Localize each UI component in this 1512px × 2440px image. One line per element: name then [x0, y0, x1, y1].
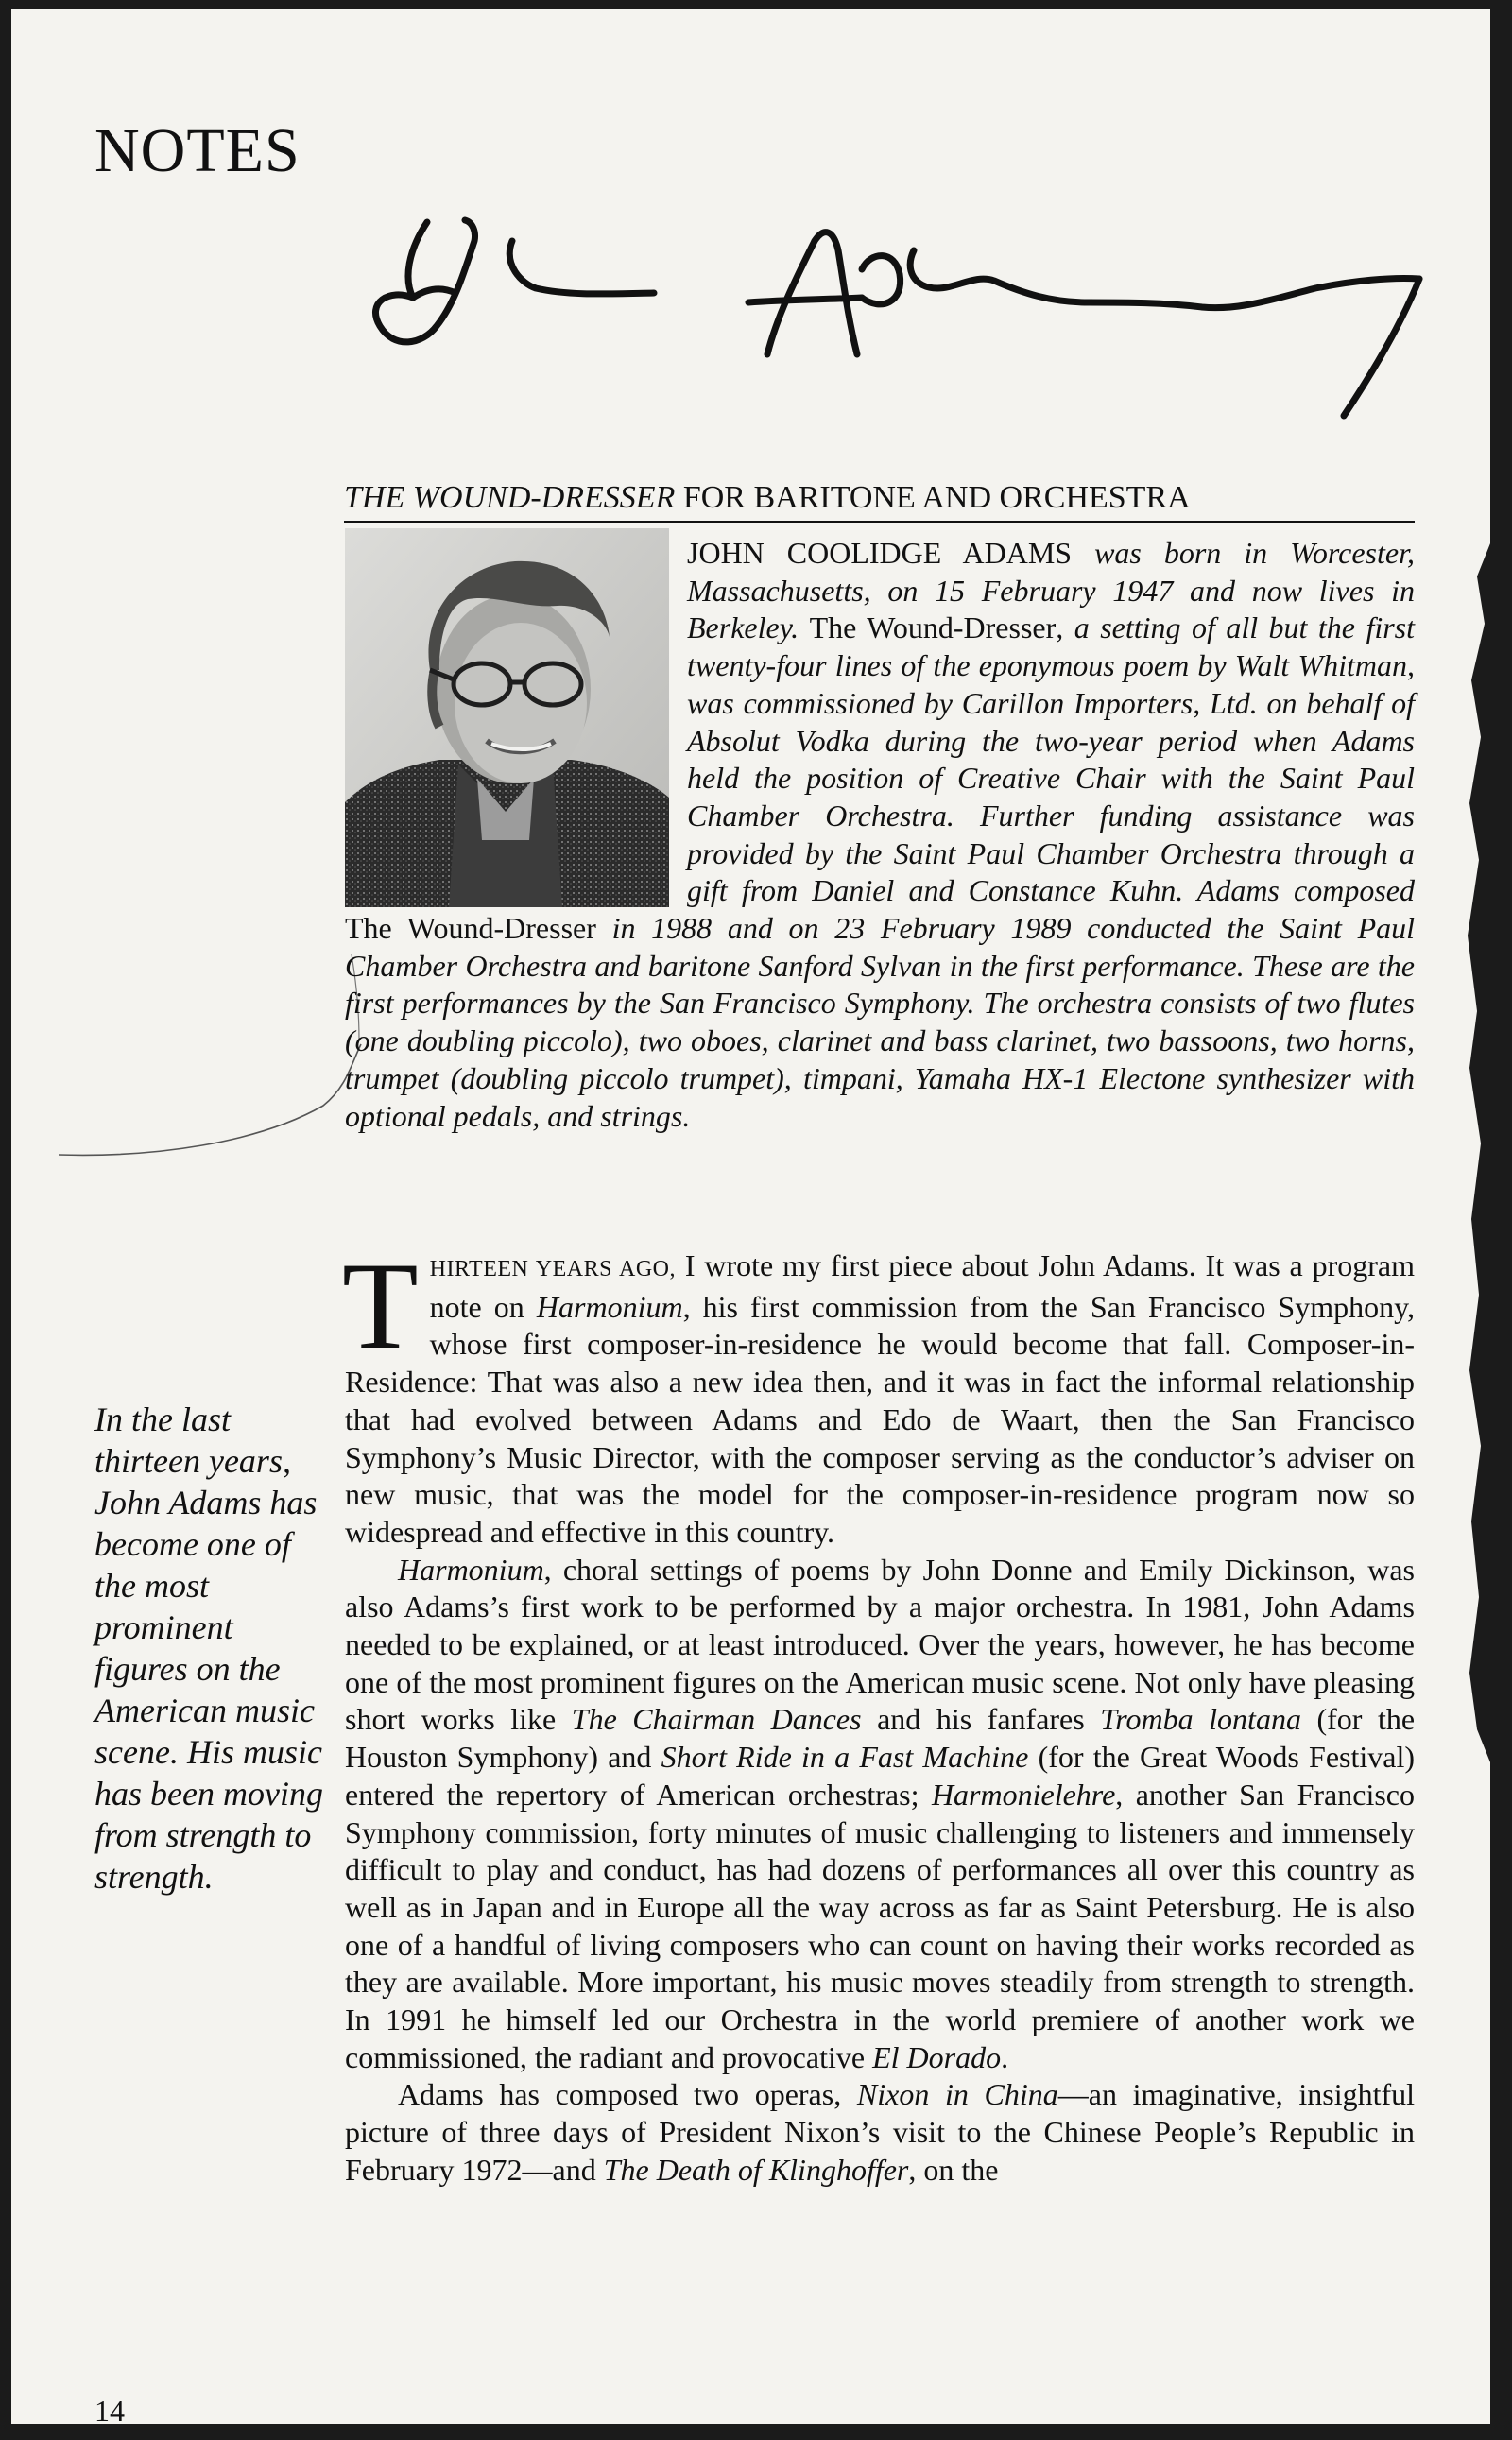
- article-paragraph-2: [345, 1552, 1415, 2077]
- p3-text-c: , on the: [908, 2152, 999, 2187]
- article-body: [342, 1236, 1416, 2190]
- p2-text-b: and his fanfares: [861, 1702, 1101, 1737]
- small-caps-lead: HIRTEEN YEARS AGO,: [429, 1257, 677, 1281]
- p2-work-title-1: Harmonium: [398, 1552, 544, 1587]
- bio-composer-name: JOHN COOLIDGE ADAMS: [687, 536, 1073, 570]
- drop-cap: T: [342, 1236, 419, 1375]
- p3-text-b: —an imaginative, insightful picture of three days of President Nixon’s visit to the Chinese People’s Republic in February 1972—and: [345, 2077, 1416, 2187]
- article-paragraph-1: [342, 1236, 1416, 1552]
- p2-text-c: (for the Houston Symphony) and: [345, 1702, 1416, 1775]
- page-number: 14: [94, 2394, 125, 2428]
- piece-title-rest: FOR BARITONE AND ORCHESTRA: [675, 480, 1191, 515]
- p2-work-title-5: Harmonielehre: [931, 1777, 1116, 1812]
- bio-text-1: was born in Worcester, Massachusetts, on 15 February 1947 and now lives in Berkeley.: [687, 536, 1416, 645]
- torn-edge: [1464, 539, 1492, 1767]
- p2-text-f: .: [1001, 2039, 1009, 2074]
- p2-work-title-2: The Chairman Dances: [571, 1702, 862, 1737]
- article-paragraph-3: [345, 2076, 1415, 2189]
- p2-text-d: (for the Great Woods Festival) entered the repertory of American orchestras;: [345, 1740, 1416, 1812]
- p1-work-title: Harmonium: [536, 1289, 683, 1324]
- p2-text-a: , choral settings of poems by John Donne and Emily Dickinson, was also Adams’s first work to be performed by a major orchestra. In 1981, John Adams needed to be explained, or at least introduced. Over the years, however, he has become one of the most prominent figures on the American music scene. Not only have pleasing short works like: [345, 1552, 1415, 1737]
- p3-text-a: Adams has composed two operas,: [398, 2077, 857, 2112]
- p2-work-title-4: Short Ride in a Fast Machine: [661, 1740, 1029, 1775]
- piece-title-italic: THE WOUND-DRESSER: [344, 480, 676, 515]
- composer-bio: [345, 535, 1415, 1135]
- pull-quote: In the last thirteen years, John Adams has become one of the most prominent figures on the American music scene. His music has been moving from strength to strength.: [94, 1400, 323, 1896]
- section-title: NOTES: [94, 116, 301, 185]
- program-page: [11, 9, 1490, 2428]
- bio-work-title-1: The Wound-Dresser: [809, 610, 1057, 645]
- p3-work-title-2: The Death of Klinghoffer: [603, 2152, 909, 2187]
- bio-text-2: , a setting of all but the first twenty-four lines of the eponymous poem by Walt Whitman, was commissioned by Carillon Importers, Ltd. on behalf of Absolut Vodka during the two-year period when Adams held the position of Creative Chair with the Saint Paul Chamber Orchestra. Further funding assistance was provided by the Saint Paul Chamber Orchestra through a gift from Daniel and Constance Kuhn. Adams composed: [687, 610, 1416, 908]
- p1-text-b: , his first commission from the San Francisco Symphony, whose first composer-in-residence he would become that fall. Composer-in-Residence: That was also a new idea then, and it was in fact the informal relationship that had evolved between Adams and Edo de Waart, then the San Francisco Symphony’s Music Director, with the composer serving as the conductor’s adviser on new music, that was the model for the composer-in-residence program now so widespread and effective in this country.: [345, 1289, 1416, 1549]
- p1-text-a: I wrote my first piece about John Adams. It was a program note on: [429, 1248, 1416, 1324]
- bio-work-title-2: The Wound-Dresser: [345, 911, 596, 946]
- p2-work-title-6: El Dorado: [872, 2039, 1002, 2074]
- p3-work-title-1: Nixon in China: [856, 2077, 1058, 2112]
- signature: [370, 213, 1457, 439]
- p2-text-e: , another San Francisco Symphony commission, forty minutes of music challenging to listeners and immensely difficult to play and conduct, has had dozens of performances all over this country as well as in Japan and in Europe all the way across as far as Saint Petersburg. He is also one of a handful of living composers who can count on having their works recorded as they are available. More important, his music moves steadily from strength to strength. In 1991 he himself led our Orchestra in the world premiere of another work we commissioned, the radiant and provocative: [345, 1777, 1416, 2074]
- p2-work-title-3: Tromba lontana: [1100, 1702, 1301, 1737]
- photo-spacer: [345, 535, 687, 908]
- bio-text-3: in 1988 and on 23 February 1989 conducted the Saint Paul Chamber Orchestra and baritone Sanford Sylvan in the first performance. These are the first performances by the San Francisco Symphony. The orchestra consists of two flutes (one doubling piccolo), two oboes, clarinet and bass clarinet, two bassoons, two horns, trumpet (doubling piccolo trumpet), timpani, Yamaha HX-1 Electone synthesizer with optional pedals, and strings.: [345, 911, 1416, 1133]
- piece-title: [344, 477, 1415, 523]
